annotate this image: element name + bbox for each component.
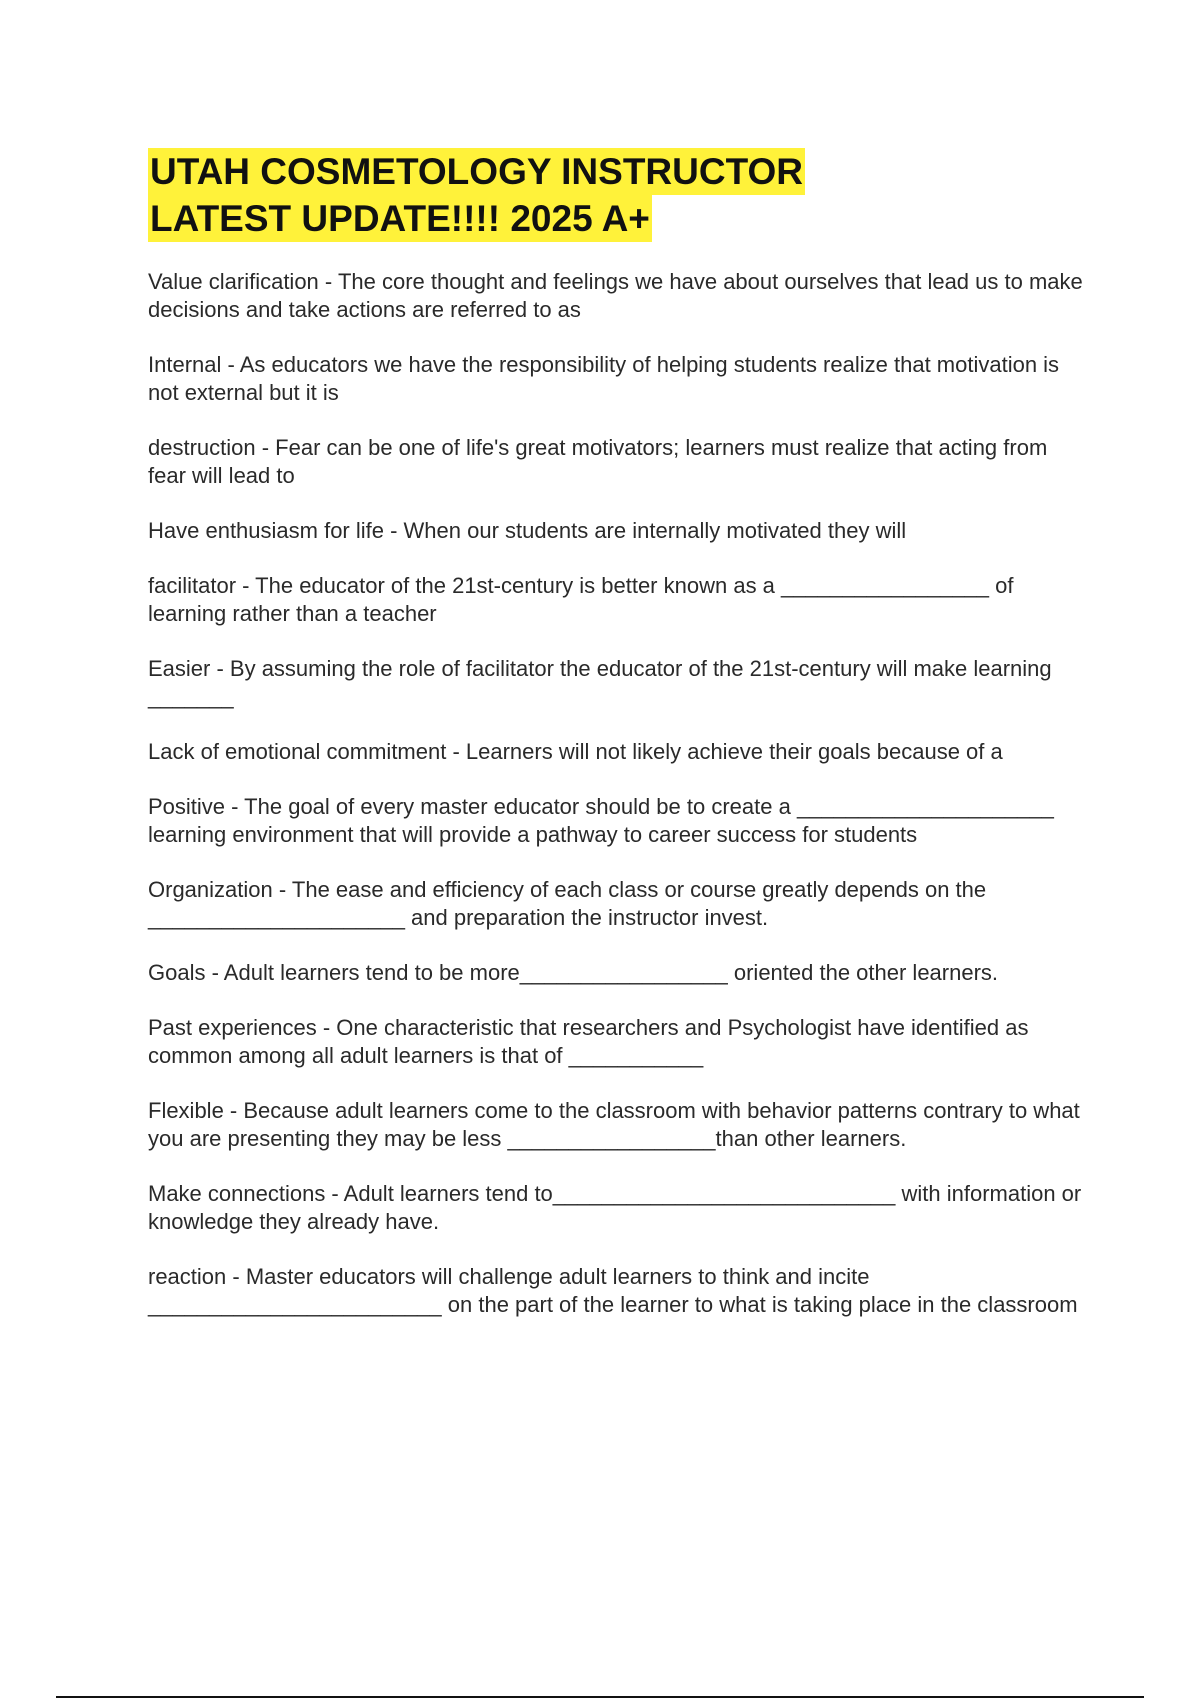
flashcard-entry: Easier - By assuming the role of facilitator the educator of the 21st-century will make learning _______ <box>148 656 1052 709</box>
flashcard-entry: Positive - The goal of every master educator should be to create a _____________________ learning environment that will provide a pathway to career success for students <box>148 794 1054 847</box>
flashcard-entry: facilitator - The educator of the 21st-century is better known as a _________________ of learning rather than a teacher <box>148 573 1014 626</box>
flashcard-entry: reaction - Master educators will challenge adult learners to think and incite ________________________ on the part of the learner to what is taking place in the classroom <box>148 1264 1078 1317</box>
flashcard-entry: Lack of emotional commitment - Learners will not likely achieve their goals because of a <box>148 739 1003 764</box>
flashcard-entry: Have enthusiasm for life - When our students are internally motivated they will <box>148 518 907 543</box>
title-line-2: LATEST UPDATE!!!! 2025 A+ <box>148 195 652 242</box>
flashcard-entry: Goals - Adult learners tend to be more_________________ oriented the other learners. <box>148 960 999 985</box>
flashcard-entry: Flexible - Because adult learners come to the classroom with behavior patterns contrary to what you are presenting they may be less _________________than other learners. <box>148 1098 1080 1151</box>
title-line-1: UTAH COSMETOLOGY INSTRUCTOR <box>148 148 805 195</box>
flashcard-entry: Internal - As educators we have the responsibility of helping students realize that motivation is not external but it is <box>148 352 1060 405</box>
flashcard-entry: Organization - The ease and efficiency of each class or course greatly depends on the _____________________ and preparation the instructor invest. <box>148 877 987 930</box>
flashcard-entry: destruction - Fear can be one of life's great motivators; learners must realize that acting from fear will lead to <box>148 435 1048 488</box>
bottom-divider <box>56 1696 1144 1698</box>
flashcard-list <box>148 268 1088 1346</box>
page-title <box>148 148 805 242</box>
flashcard-entry: Value clarification - The core thought and feelings we have about ourselves that lead us to make decisions and take actions are referred to as <box>148 269 1083 322</box>
flashcard-entry: Make connections - Adult learners tend to____________________________ with information or knowledge they already have. <box>148 1181 1082 1234</box>
flashcard-entry: Past experiences - One characteristic that researchers and Psychologist have identified as common among all adult learners is that of ___________ <box>148 1015 1029 1068</box>
